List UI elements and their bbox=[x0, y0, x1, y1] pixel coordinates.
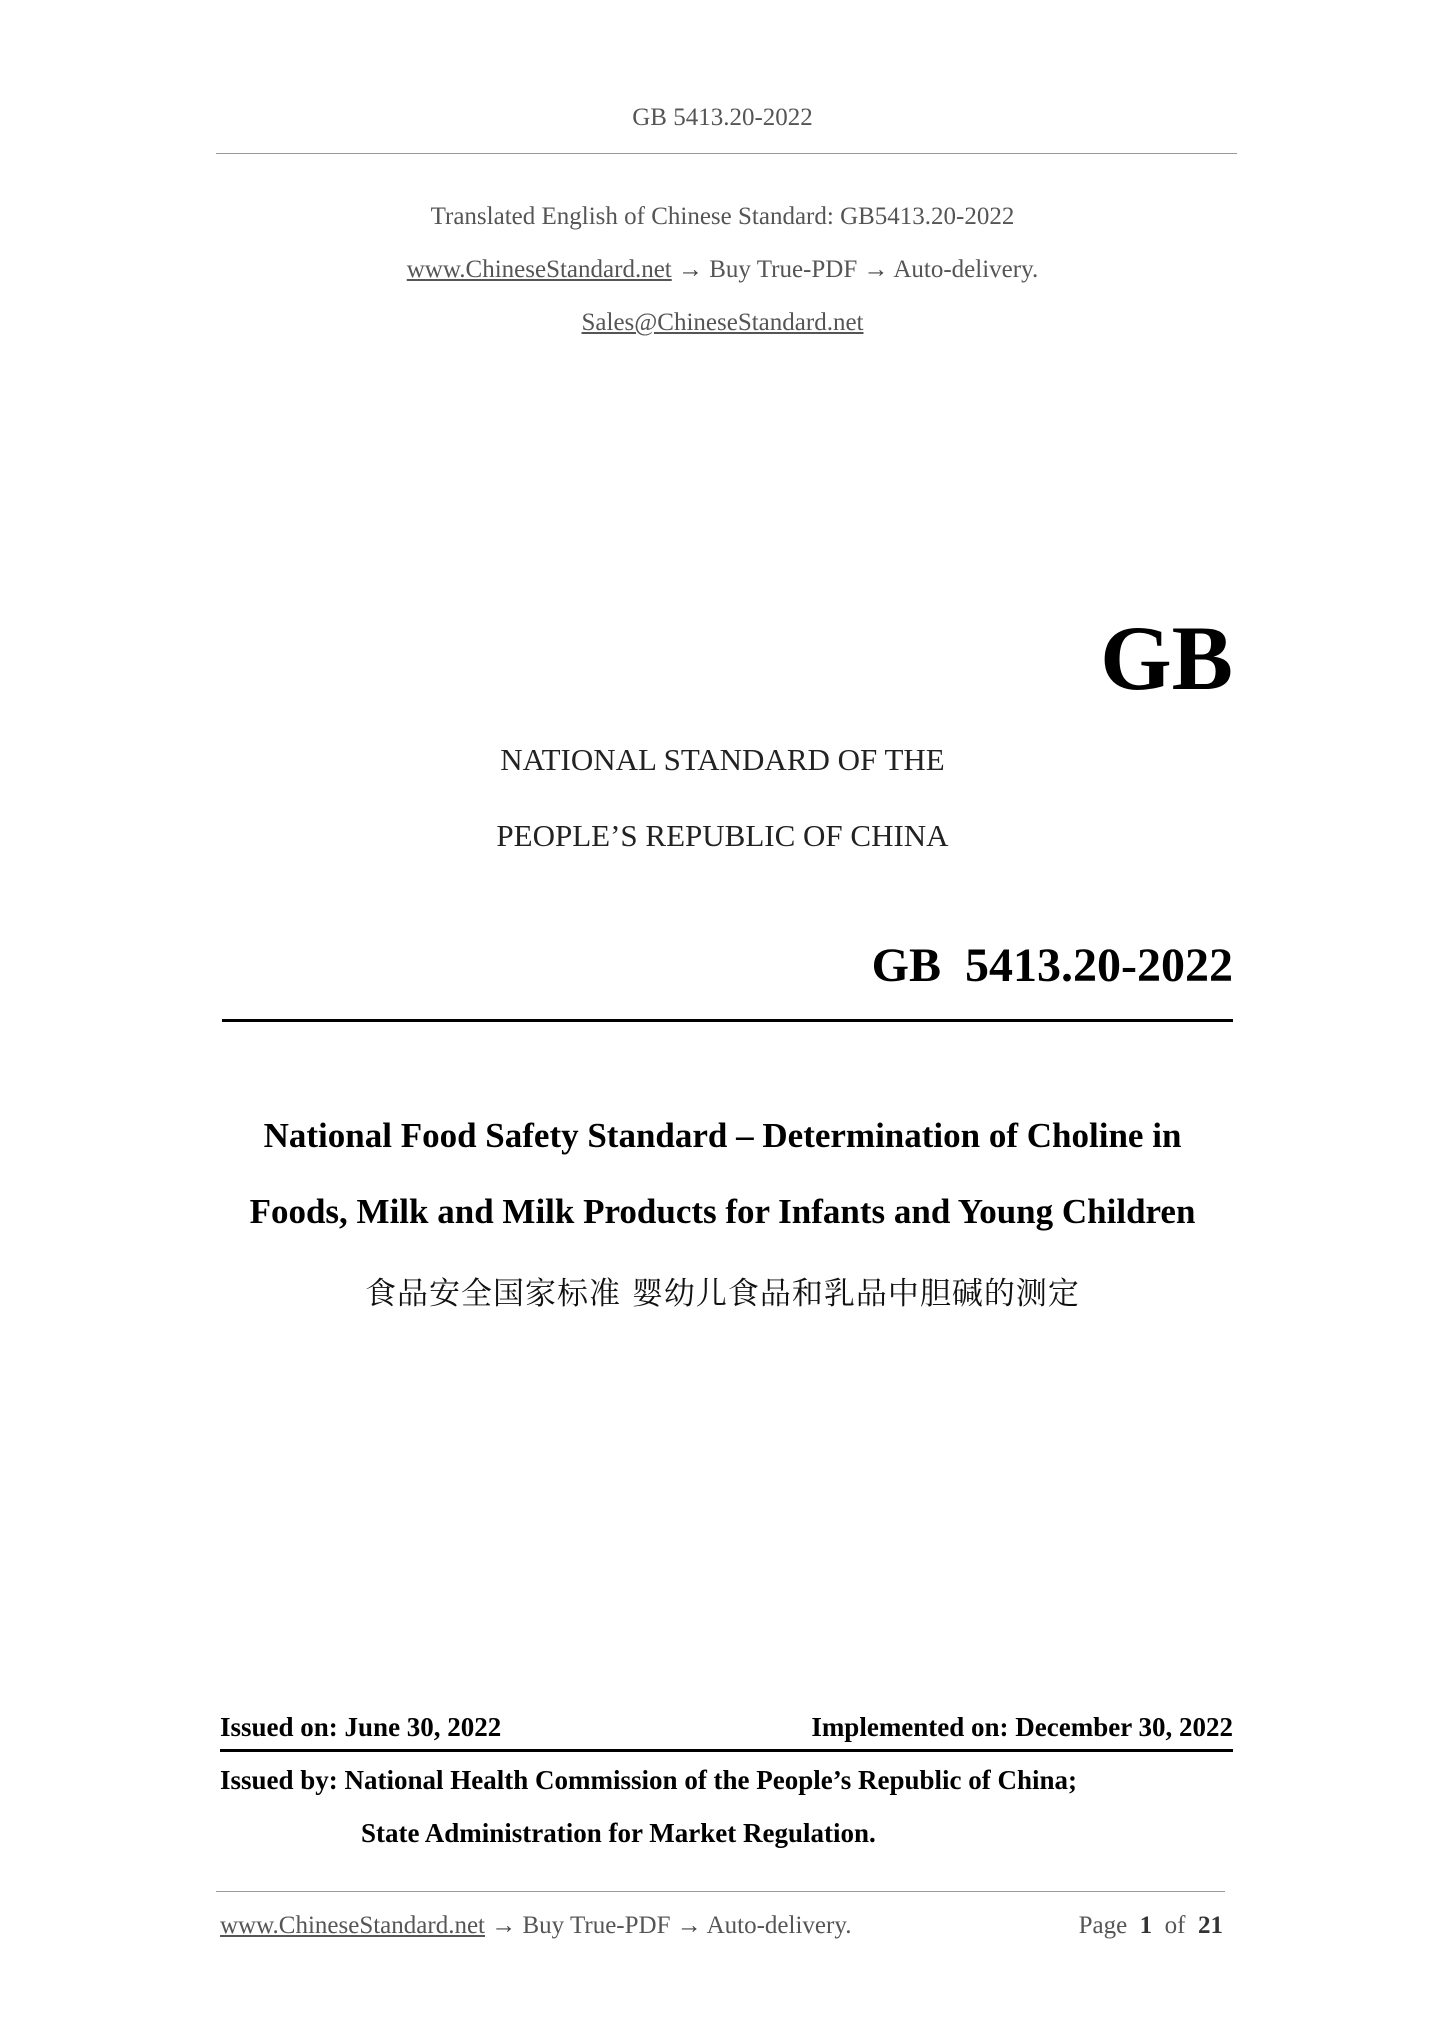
arrow-right-icon: → bbox=[863, 256, 889, 283]
gb-logo: GB bbox=[1100, 607, 1233, 709]
auto-delivery-text: Auto-delivery. bbox=[893, 256, 1039, 283]
arrow-right-icon: → bbox=[678, 256, 703, 283]
of-label: of bbox=[1164, 1912, 1186, 1939]
issued-by-line-2: State Administration for Market Regulation. bbox=[361, 1818, 876, 1848]
promo-line bbox=[0, 256, 1445, 284]
footer-buy-text: Buy True-PDF bbox=[522, 1912, 671, 1939]
running-header-code: GB 5413.20-2022 bbox=[632, 104, 813, 131]
issued-on-date: Issued on: June 30, 2022 bbox=[220, 1712, 502, 1742]
footer-promo bbox=[220, 1912, 851, 1940]
translation-note-code: GB5413.20-2022 bbox=[840, 203, 1015, 230]
document-title-line-1: National Food Safety Standard – Determination of Choline in bbox=[263, 1116, 1182, 1155]
document-title-line-2: Foods, Milk and Milk Products for Infants and Young Children bbox=[249, 1192, 1196, 1231]
footer-site-link[interactable]: www.ChineseStandard.net bbox=[220, 1912, 485, 1939]
page-indicator bbox=[1079, 1912, 1223, 1940]
document-title-chinese: 食品安全国家标准 婴幼儿食品和乳品中胆碱的测定 bbox=[365, 1276, 1080, 1312]
national-standard-line-2: PEOPLE’S REPUBLIC OF CHINA bbox=[496, 818, 949, 853]
issued-by-line-1: Issued by: National Health Commission of the People’s Republic of China; bbox=[220, 1765, 1078, 1795]
national-standard-line-1: NATIONAL STANDARD OF THE bbox=[500, 742, 945, 777]
site-link[interactable]: www.ChineseStandard.net bbox=[406, 256, 672, 283]
page-label: Page bbox=[1078, 1912, 1128, 1939]
standard-code: GB 5413.20-2022 bbox=[871, 939, 1233, 992]
buy-true-pdf-text: Buy True-PDF bbox=[709, 256, 858, 283]
translation-note-prefix: Translated English of Chinese Standard: bbox=[430, 203, 841, 230]
footer-delivery-text: Auto-delivery. bbox=[706, 1912, 852, 1939]
issue-divider bbox=[220, 1749, 1233, 1752]
translation-note bbox=[0, 203, 1445, 231]
sales-email-link[interactable]: Sales@ChineseStandard.net bbox=[581, 309, 864, 336]
sales-email-row bbox=[0, 309, 1445, 337]
standard-code-divider bbox=[222, 1019, 1233, 1022]
page-total: 21 bbox=[1198, 1912, 1223, 1939]
footer-divider bbox=[216, 1891, 1225, 1892]
arrow-right-icon: → bbox=[676, 1912, 702, 1939]
arrow-right-icon: → bbox=[491, 1912, 517, 1939]
page-number: 1 bbox=[1139, 1912, 1153, 1939]
header-divider bbox=[216, 153, 1237, 154]
implemented-on-date: Implemented on: December 30, 2022 bbox=[811, 1712, 1233, 1742]
